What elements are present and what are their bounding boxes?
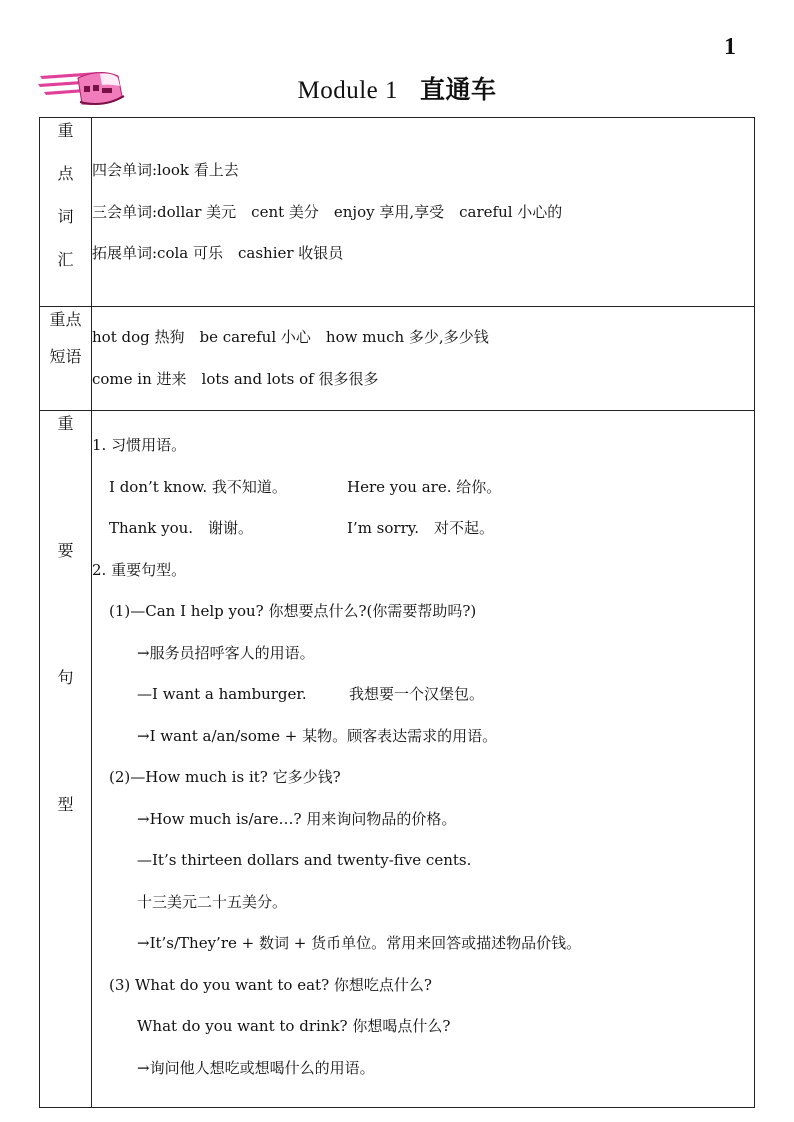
pattern-question: What do you want to drink? 你想喝点什么? xyxy=(137,1017,451,1035)
pattern-answer xyxy=(92,674,754,716)
heading-char: 型 xyxy=(57,795,74,814)
section-title: 1. 习惯用语。 xyxy=(92,436,187,454)
pattern-question: (1)—Can I help you? 你想要点什么?(你需要帮助吗?) xyxy=(109,602,477,620)
pattern-note: →服务员招呼客人的用语。 xyxy=(137,643,315,662)
heading-char: 词 xyxy=(57,207,74,226)
page-number: 1 xyxy=(724,34,736,60)
heading-char: 重点 xyxy=(49,310,82,329)
phrase-line: hot dog 热狗 be careful 小心 how much 多少,多少钱 xyxy=(92,328,489,346)
pattern-question: (3) What do you want to eat? 你想吃点什么? xyxy=(109,975,432,994)
summary-table xyxy=(39,117,755,1108)
heading-char: 句 xyxy=(57,668,74,687)
answer-chinese: 我想要一个汉堡包。 xyxy=(349,685,485,703)
expression: I don’t know. 我不知道。 xyxy=(109,477,287,496)
vocab-line: 三会单词:dollar 美元 cent 美分 enjoy 享用,享受 careful 小心的 xyxy=(92,202,563,221)
page-title xyxy=(0,70,794,106)
pattern-note: →询问他人想吃或想喝什么的用语。 xyxy=(137,1058,375,1077)
pattern-answer-translation: 十三美元二十五美分。 xyxy=(137,892,288,911)
title-chinese: 直通车 xyxy=(420,75,497,104)
pattern-note: →How much is/are…? 用来询问物品的价格。 xyxy=(137,809,457,828)
vocab-line: 拓展单词:cola 可乐 cashier 收银员 xyxy=(92,244,344,262)
pattern-note: →It’s/They’re + 数词 + 货币单位。常用来回答或描述物品价钱。 xyxy=(137,934,582,952)
answer-english: —I want a hamburger. xyxy=(137,685,307,703)
pattern-question: (2)—How much is it? 它多少钱? xyxy=(109,768,341,786)
pattern-note: →I want a/an/some + 某物。顾客表达需求的用语。 xyxy=(137,726,498,745)
heading-char: 汇 xyxy=(57,250,74,269)
title-module: Module 1 xyxy=(297,77,398,104)
expression-row xyxy=(92,467,754,509)
heading-char: 点 xyxy=(57,164,74,183)
expression-row xyxy=(92,508,754,550)
expression: I’m sorry. 对不起。 xyxy=(347,519,495,537)
phrase-line: come in 进来 lots and lots of 很多很多 xyxy=(92,369,379,388)
heading-char: 要 xyxy=(57,541,74,560)
heading-char: 短语 xyxy=(49,347,82,366)
phrase-heading xyxy=(40,307,92,411)
pattern-answer: —It’s thirteen dollars and twenty-five cents. xyxy=(137,851,472,869)
sentence-row xyxy=(40,411,755,1108)
sentence-heading xyxy=(40,411,92,1108)
expression: Here you are. 给你。 xyxy=(347,477,502,496)
vocab-line: 四会单词:look 看上去 xyxy=(92,161,239,179)
heading-char: 重 xyxy=(57,121,74,140)
heading-char: 重 xyxy=(57,414,74,433)
vocab-row xyxy=(40,118,755,307)
expression: Thank you. 谢谢。 xyxy=(109,519,254,537)
phrase-row xyxy=(40,307,755,411)
section-title: 2. 重要句型。 xyxy=(92,560,187,579)
vocab-heading xyxy=(40,118,92,307)
